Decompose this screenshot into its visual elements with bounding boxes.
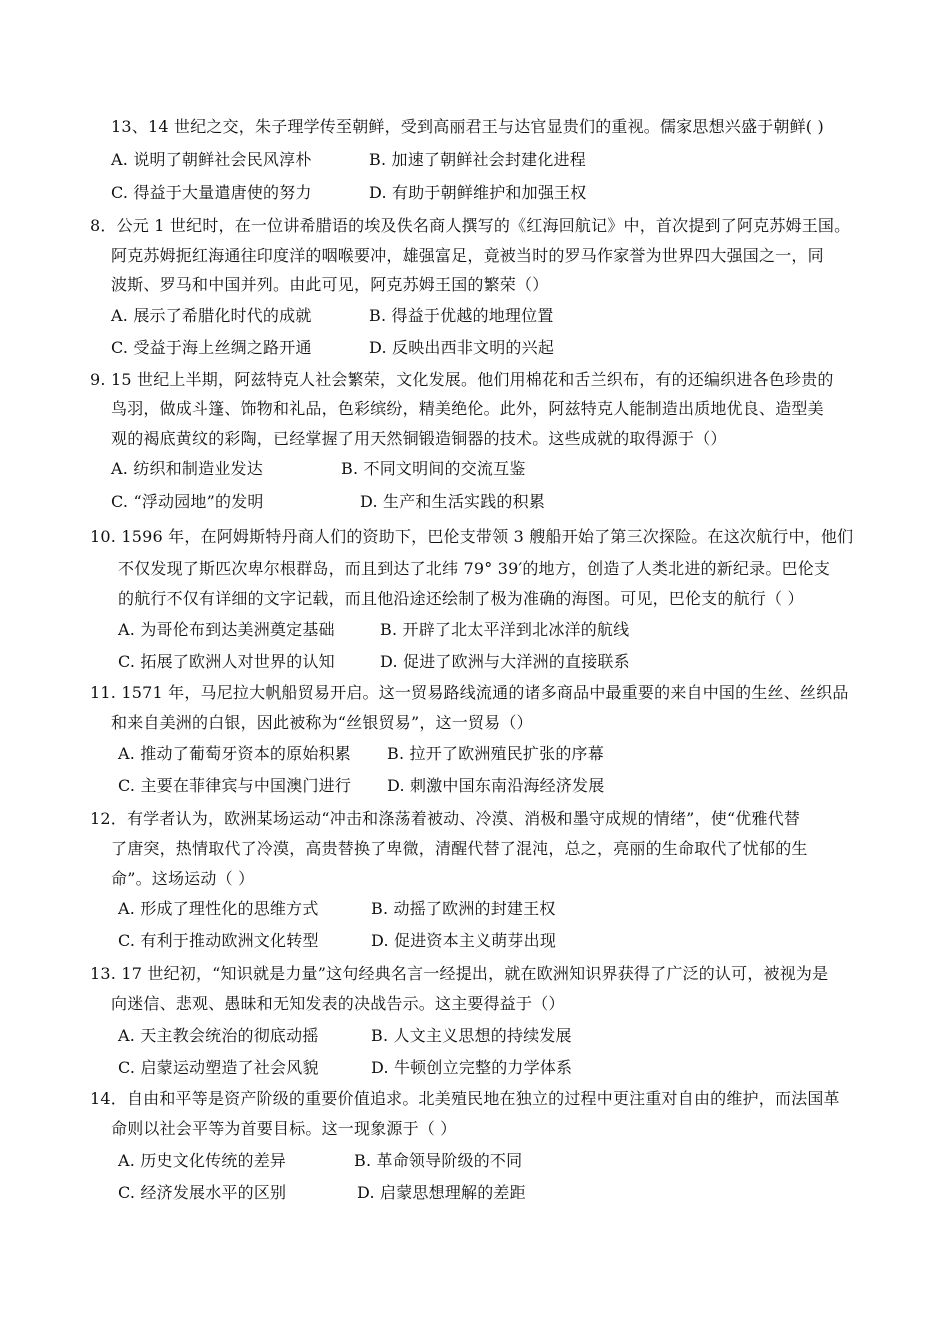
question-text: 和来自美洲的白银，因此被称为“丝银贸易”，这一贸易（） bbox=[111, 713, 533, 732]
question-text: 向迷信、悲观、愚昧和无知发表的决战告示。这主要得益于（） bbox=[111, 994, 565, 1013]
question-text: 10. 1596 年，在阿姆斯特丹商人们的资助下，巴伦支带领 3 艘船开始了第三次探险。在这次航行中，他们 bbox=[90, 527, 854, 546]
option-c: C. 有利于推动欧洲文化转型 bbox=[118, 931, 319, 950]
question-text: 14．自由和平等是资产阶级的重要价值追求。北美殖民地在独立的过程中更注重对自由的维护，而法国革 bbox=[90, 1089, 840, 1108]
option-a: A. 为哥伦布到达美洲奠定基础 bbox=[118, 620, 335, 639]
option-d: D. 刺激中国东南沿海经济发展 bbox=[387, 776, 605, 795]
option-a: A. 说明了朝鲜社会民风淳朴 bbox=[111, 150, 312, 169]
question-text: 鸟羽，做成斗篷、饰物和礼品，色彩缤纷，精美绝伦。此外，阿兹特克人能制造出质地优良、造型美 bbox=[111, 399, 824, 418]
option-d: D. 促进了欧洲与大洋洲的直接联系 bbox=[380, 652, 630, 671]
option-c: C. 得益于大量遣唐使的努力 bbox=[111, 183, 312, 202]
question-text: 了唐突，热情取代了冷漠，高贵替换了卑微，清醒代替了混沌，总之，亮丽的生命取代了忧郁的生 bbox=[111, 839, 808, 858]
question-text: 的航行不仅有详细的文字记载，而且他沿途还绘制了极为准确的海图。可见，巴伦支的航行（ ） bbox=[118, 589, 804, 608]
question-text: 11. 1571 年，马尼拉大帆船贸易开启。这一贸易路线流通的诸多商品中最重要的来自中国的生丝、丝织品 bbox=[90, 683, 849, 702]
option-c: C. 拓展了欧洲人对世界的认知 bbox=[118, 652, 335, 671]
option-b: B. 拉开了欧洲殖民扩张的序幕 bbox=[387, 744, 604, 763]
option-b: B. 不同文明间的交流互鉴 bbox=[341, 459, 526, 478]
question-text: 13. 17 世纪初，“知识就是力量”这句经典名言一经提出，就在欧洲知识界获得了广泛的认可，被视为是 bbox=[90, 964, 829, 983]
option-b: B. 革命领导阶级的不同 bbox=[354, 1151, 523, 1170]
question-text: 12．有学者认为，欧洲某场运动“冲击和涤荡着被动、冷漠、消极和墨守成规的情绪”，使“优雅代替 bbox=[90, 809, 801, 828]
question-text: 8．公元 1 世纪时，在一位讲希腊语的埃及佚名商人撰写的《红海回航记》中，首次提到了阿克苏姆王国。 bbox=[90, 216, 851, 235]
option-b: B. 得益于优越的地理位置 bbox=[369, 306, 554, 325]
option-c: C. 启蒙运动塑造了社会风貌 bbox=[118, 1058, 319, 1077]
question-text: 9. 15 世纪上半期，阿兹特克人社会繁荣，文化发展。他们用棉花和舌兰织布，有的还编织进各色珍贵的 bbox=[90, 370, 834, 389]
question-text: 波斯、罗马和中国并列。由此可见，阿克苏姆王国的繁荣（） bbox=[111, 275, 549, 294]
question-text: 命则以社会平等为首要目标。这一现象源于（ ） bbox=[111, 1119, 457, 1138]
option-b: B. 加速了朝鲜社会封建化进程 bbox=[369, 150, 586, 169]
question-text: 观的褐底黄纹的彩陶，已经掌握了用天然铜锻造铜器的技术。这些成就的取得源于（） bbox=[111, 429, 727, 448]
option-d: D. 促进资本主义萌芽出现 bbox=[371, 931, 557, 950]
option-b: B. 开辟了北太平洋到北冰洋的航线 bbox=[380, 620, 630, 639]
option-a: A. 展示了希腊化时代的成就 bbox=[111, 306, 312, 325]
option-a: A. 形成了理性化的思维方式 bbox=[118, 899, 319, 918]
option-c: C. 主要在菲律宾与中国澳门进行 bbox=[118, 776, 352, 795]
question-text: 阿克苏姆扼红海通往印度洋的咽喉要冲，雄强富足，竟被当时的罗马作家誉为世界四大强国之一，同 bbox=[111, 246, 824, 265]
option-d: D. 牛顿创立完整的力学体系 bbox=[371, 1058, 573, 1077]
option-a: A. 历史文化传统的差异 bbox=[118, 1151, 287, 1170]
option-a: A. 推动了葡萄牙资本的原始积累 bbox=[118, 744, 351, 763]
option-b: B. 动摇了欧洲的封建王权 bbox=[371, 899, 556, 918]
question-text: 不仅发现了斯匹次卑尔根群岛，而且到达了北纬 79° 39′的地方，创造了人类北进的新纪录。巴伦支 bbox=[118, 559, 831, 578]
option-d: D. 反映出西非文明的兴起 bbox=[369, 338, 555, 357]
option-d: D. 生产和生活实践的积累 bbox=[360, 492, 546, 511]
question-text: 13、14 世纪之交，朱子理学传至朝鲜，受到高丽君王与达官显贵们的重视。儒家思想兴盛于朝鲜( ) bbox=[111, 117, 824, 136]
question-text: 命”。这场运动（ ） bbox=[111, 869, 255, 888]
option-b: B. 人文主义思想的持续发展 bbox=[371, 1026, 572, 1045]
option-d: D. 有助于朝鲜维护和加强王权 bbox=[369, 183, 587, 202]
option-d: D. 启蒙思想理解的差距 bbox=[357, 1183, 526, 1202]
option-c: C. “浮动园地”的发明 bbox=[111, 492, 264, 511]
option-a: A. 纺织和制造业发达 bbox=[111, 459, 263, 478]
option-c: C. 受益于海上丝绸之路开通 bbox=[111, 338, 312, 357]
option-c: C. 经济发展水平的区别 bbox=[118, 1183, 287, 1202]
option-a: A. 天主教会统治的彻底动摇 bbox=[118, 1026, 319, 1045]
